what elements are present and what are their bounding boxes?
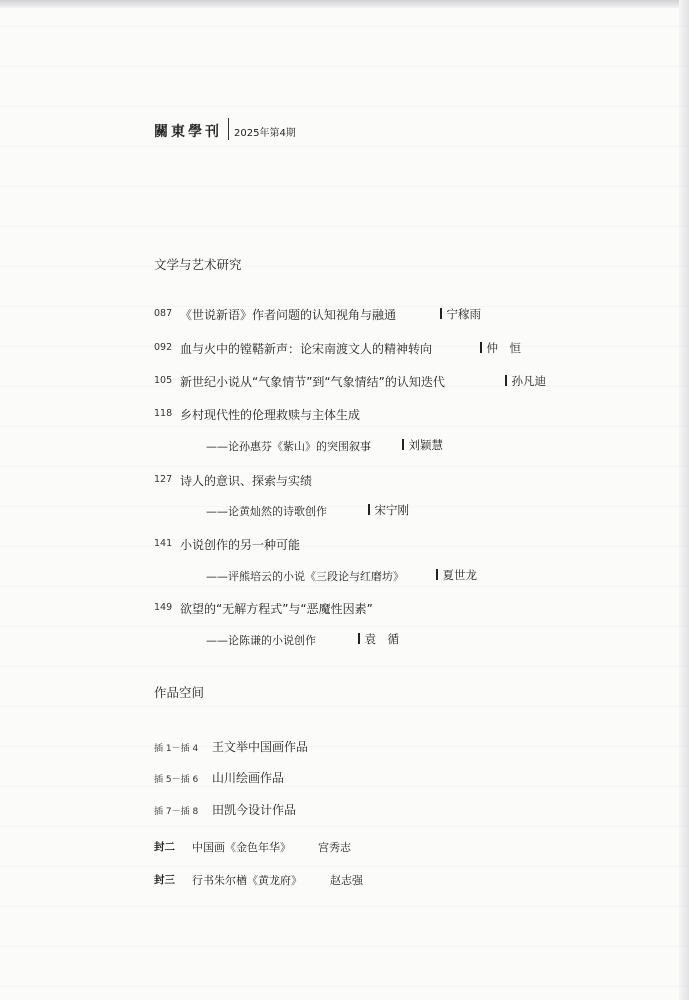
article-author: 仲 恒 xyxy=(480,340,521,356)
insert-pages: 插 1－插 4 xyxy=(154,744,199,754)
article-author: 宋宁刚 xyxy=(368,502,409,518)
article-author: 孙凡迪 xyxy=(505,373,546,389)
article-author: 宁稼雨 xyxy=(440,306,481,322)
article-title: 乡村现代性的伦理救赎与主体生成 xyxy=(180,408,361,422)
article-title: 血与火中的镗鞳新声：论宋南渡文人的精神转向 xyxy=(180,342,433,356)
cover-author: 赵志强 xyxy=(330,874,363,887)
article-title: 《世说新语》作者问题的认知视角与融通 xyxy=(180,308,397,322)
cover-label: 封二 xyxy=(154,841,175,853)
page-number: 118 xyxy=(154,408,173,419)
header-divider xyxy=(228,118,229,140)
page-number: 149 xyxy=(154,602,173,613)
cover-label: 封三 xyxy=(154,874,175,886)
article-subtitle: ——论孙惠芬《紫山》的突围叙事 xyxy=(206,440,371,453)
page-number: 127 xyxy=(154,474,173,485)
insert-pages: 插 5－插 6 xyxy=(154,775,199,785)
work-title: 田凯今设计作品 xyxy=(212,803,297,817)
page-number: 087 xyxy=(154,308,173,319)
article-title: 欲望的“无解方程式”与“恶魔性因素” xyxy=(180,602,373,616)
journal-logo: 關東學刊 xyxy=(154,124,222,140)
article-subtitle: ——论黄灿然的诗歌创作 xyxy=(206,505,327,518)
article-author: 刘颖慧 xyxy=(402,437,443,453)
page-number: 105 xyxy=(154,375,173,386)
page-number: 092 xyxy=(154,342,173,353)
article-title: 新世纪小说从“气象情节”到“气象情结”的认知迭代 xyxy=(180,375,445,389)
article-author: 袁 循 xyxy=(358,631,399,647)
article-title: 小说创作的另一种可能 xyxy=(180,538,301,552)
cover-author: 宫秀志 xyxy=(318,841,351,854)
cover-title: 中国画《金色年华》 xyxy=(192,841,291,854)
article-title: 诗人的意识、探索与实绩 xyxy=(180,474,313,488)
section-heading-literature: 文学与艺术研究 xyxy=(154,257,242,272)
cover-title: 行书朱尔楢《黄龙府》 xyxy=(192,874,302,887)
article-subtitle: ——评熊培云的小说《三段论与红磨坊》 xyxy=(206,570,404,583)
page-number: 141 xyxy=(154,538,173,549)
work-title: 山川绘画作品 xyxy=(212,771,285,785)
article-author: 夏世龙 xyxy=(436,567,477,583)
work-title: 王文举中国画作品 xyxy=(212,740,309,754)
section-heading-works: 作品空间 xyxy=(154,685,205,700)
insert-pages: 插 7－插 8 xyxy=(154,807,199,817)
issue-label: 2025年第4期 xyxy=(234,128,296,139)
article-subtitle: ——论陈谦的小说创作 xyxy=(206,634,316,647)
